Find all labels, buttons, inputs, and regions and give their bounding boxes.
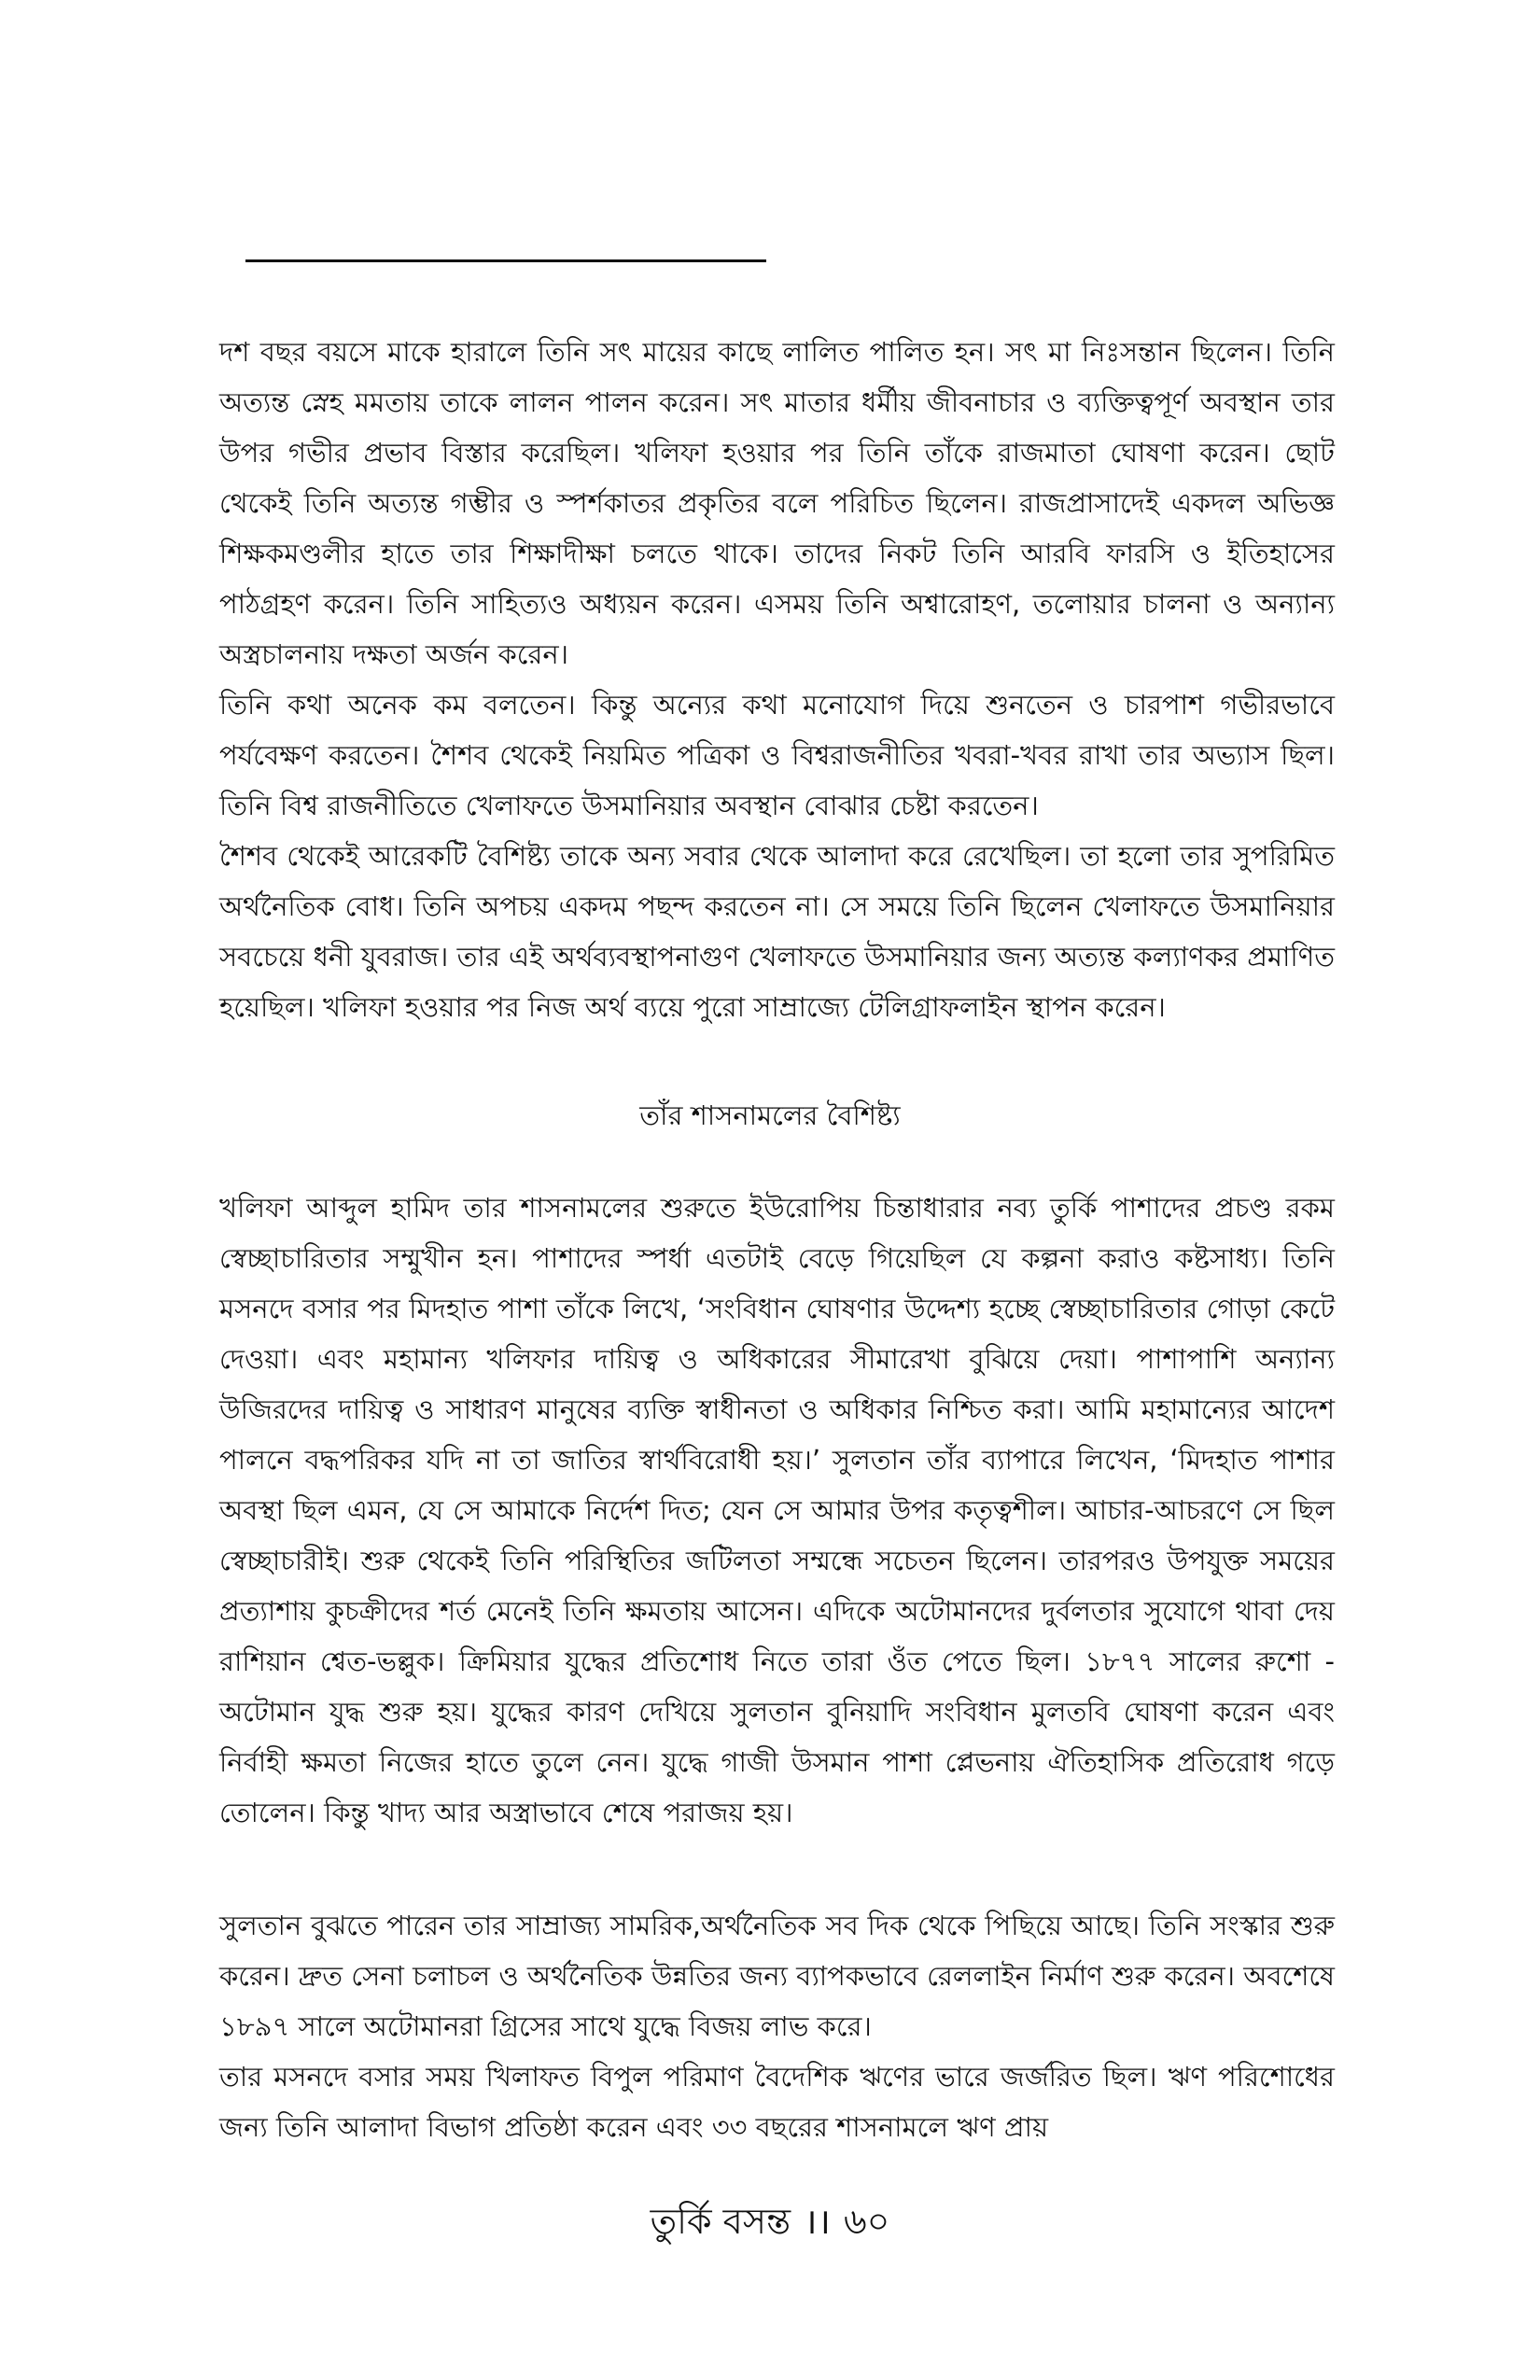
paragraph-childhood: দশ বছর বয়সে মাকে হারালে তিনি সৎ মায়ের কাছে লালিত পালিত হন। সৎ মা নিঃসন্তান ছিলেন। তিনি অত্যন্ত স্নেহ মমতায় তাকে লালন পালন করেন। সৎ মাতার ধর্মীয় জীবনাচার ও ব্যক্তিত্বপূর্ণ অবস্থান তার উপর গভীর প্রভাব বিস্তার করেছিল। খলিফা হওয়ার পর তিনি তাঁকে রাজমাতা ঘোষণা করেন। ছোট থেকেই তিনি অত্যন্ত গম্ভীর ও স্পর্শকাতর প্রকৃতির বলে পরিচিত ছিলেন। রাজপ্রাসাদেই একদল অভিজ্ঞ শিক্ষকমণ্ডলীর হাতে তার শিক্ষাদীক্ষা চলতে থাকে। তাদের নিকট তিনি আরবি ফারসি ও ইতিহাসের পাঠগ্রহণ করেন। তিনি সাহিত্যও অধ্যয়ন করেন। এসময় তিনি অশ্বারোহণ, তলোয়ার চালনা ও অন্যান্য অস্ত্রচালনায় দক্ষতা অর্জন করেন। <box>219 336 1335 670</box>
page-footer <box>0 2193 1540 2249</box>
paragraph-habits: তিনি কথা অনেক কম বলতেন। কিন্তু অন্যের কথা মনোযোগ দিয়ে শুনতেন ও চারপাশ গভীরভাবে পর্যবেক্ষণ করতেন। শৈশব থেকেই নিয়মিত পত্রিকা ও বিশ্বরাজনীতির খবরা-খবর রাখা তার অভ্যাস ছিল। তিনি বিশ্ব রাজনীতিতে খেলাফতে উসমানিয়ার অবস্থান বোঝার চেষ্টা করতেন। <box>219 689 1335 821</box>
paragraph-economics: শৈশব থেকেই আরেকটি বৈশিষ্ট্য তাকে অন্য সবার থেকে আলাদা করে রেখেছিল। তা হলো তার সুপরিমিত অর্থনৈতিক বোধ। তিনি অপচয় একদম পছন্দ করতেন না। সে সময়ে তিনি ছিলেন খেলাফতে উসমানিয়ার সবচেয়ে ধনী যুবরাজ। তার এই অর্থব্যবস্থাপনাগুণ খেলাফতে উসমানিয়ার জন্য অত্যন্ত কল্যাণকর প্রমাণিত হয়েছিল। খলিফা হওয়ার পর নিজ অর্থ ব্যয়ে পুরো সাম্রাজ্যে টেলিগ্রাফলাইন স্থাপন করেন। <box>219 840 1335 1023</box>
footer-separator: ।। <box>804 2201 831 2242</box>
footer-page-number: ৬০ <box>843 2201 890 2242</box>
paragraph-reforms: সুলতান বুঝতে পারেন তার সাম্রাজ্য সামরিক,অর্থনৈতিক সব দিক থেকে পিছিয়ে আছে। তিনি সংস্কার শুরু করেন। দ্রুত সেনা চলাচল ও অর্থনৈতিক উন্নতির জন্য ব্যাপকভাবে রেললাইন নির্মাণ শুরু করেন। অবশেষে ১৮৯৭ সালে অটোমানরা গ্রিসের সাথে যুদ্ধে বিজয় লাভ করে। <box>219 1910 1335 2042</box>
body-text-reign <box>219 1183 1335 1838</box>
footnote-separator-rule <box>245 259 766 262</box>
section-heading: তাঁর শাসনামলের বৈশিষ্ট্য <box>639 1099 901 1131</box>
paragraph-debt: তার মসনদে বসার সময় খিলাফত বিপুল পরিমাণ বৈদেশিক ঋণের ভারে জর্জরিত ছিল। ঋণ পরিশোধের জন্য তিনি আলাদা বিভাগ প্রতিষ্ঠা করেন এবং ৩৩ বছরের শাসনামলে ঋণ প্রায় <box>219 2061 1335 2143</box>
paragraph-reign: খলিফা আব্দুল হামিদ তার শাসনামলের শুরুতে ইউরোপিয় চিন্তাধারার নব্য তুর্কি পাশাদের প্রচণ্ড রকম স্বেচ্ছাচারিতার সম্মুখীন হন। পাশাদের স্পর্ধা এতটাই বেড়ে গিয়েছিল যে কল্পনা করাও কষ্টসাধ্য। তিনি মসনদে বসার পর মিদহাত পাশা তাঁকে লিখে, ‘সংবিধান ঘোষণার উদ্দেশ্য হচ্ছে স্বেচ্ছাচারিতার গোড়া কেটে দেওয়া। এবং মহামান্য খলিফার দায়িত্ব ও অধিকারের সীমারেখা বুঝিয়ে দেয়া। পাশাপাশি অন্যান্য উজিরদের দায়িত্ব ও সাধারণ মানুষের ব্যক্তি স্বাধীনতা ও অধিকার নিশ্চিত করা। আমি মহামান্যের আদেশ পালনে বদ্ধপরিকর যদি না তা জাতির স্বার্থবিরোধী হয়।’ সুলতান তাঁর ব্যাপারে লিখেন, ‘মিদহাত পাশার অবস্থা ছিল এমন, যে সে আমাকে নির্দেশ দিত; যেন সে আমার উপর কতৃত্বশীল। আচার-আচরণে সে ছিল স্বেচ্ছাচারীই। শুরু থেকেই তিনি পরিস্থিতির জটিলতা সম্মন্ধে সচেতন ছিলেন। তারপরও উপযুক্ত সময়ের প্রত্যাশায় কুচক্রীদের শর্ত মেনেই তিনি ক্ষমতায় আসেন। এদিকে অটোমানদের দুর্বলতার সুযোগে থাবা দেয় রাশিয়ান শ্বেত-ভল্লুক। ক্রিমিয়ার যুদ্ধের প্রতিশোধ নিতে তারা ওঁত পেতে ছিল। ১৮৭৭ সালের রুশো - অটোমান যুদ্ধ শুরু হয়। যুদ্ধের কারণ দেখিয়ে সুলতান বুনিয়াদি সংবিধান মুলতবি ঘোষণা করেন এবং নির্বাহী ক্ষমতা নিজের হাতে তুলে নেন। যুদ্ধে গাজী উসমান পাশা প্লেভনায় ঐতিহাসিক প্রতিরোধ গড়ে তোলেন। কিন্তু খাদ্য আর অস্ত্রাভাবে শেষে পরাজয় হয়। <box>219 1192 1335 1828</box>
body-text-bottom <box>219 1900 1335 2152</box>
footer-book-title: তুর্কি বসন্ত <box>650 2201 791 2242</box>
body-text-top <box>219 327 1335 1032</box>
